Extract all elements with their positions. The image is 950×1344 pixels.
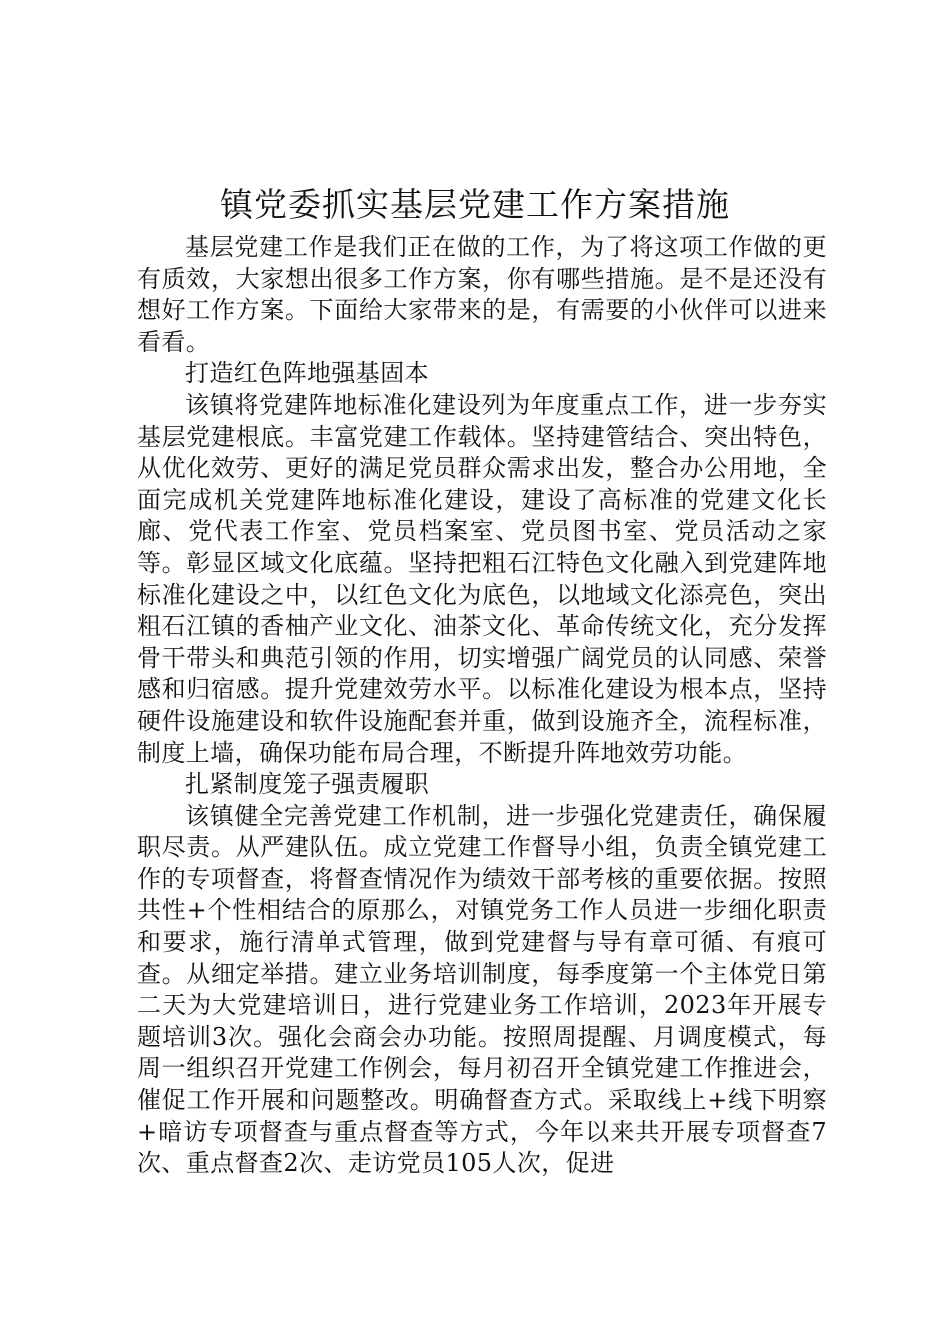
document-body (137, 232, 827, 1180)
document-title: 镇党委抓实基层党建工作方案措施 (220, 185, 730, 224)
section-body-2: 该镇健全完善党建工作机制，进一步强化党建责任，确保履职尽责。从严建队伍。成立党建工作督导小组，负责全镇党建工作的专项督查，将督查情况作为绩效干部考核的重要依据。按照共性+个性相结合的原那么，对镇党务工作人员进一步细化职责和要求，施行清单式管理，做到党建督与导有章可循、有痕可查。从细定举措。建立业务培训制度，每季度第一个主体党日第二天为大党建培训日，进行党建业务工作培训，2023年开展专题培训3次。强化会商会办功能。按照周提醒、月调度模式，每周一组织召开党建工作例会，每月初召开全镇党建工作推进会，催促工作开展和问题整改。明确督查方式。采取线上+线下明察+暗访专项督查与重点督查等方式，今年以来共开展专项督查7次、重点督查2次、走访党员105人次，促进 (137, 801, 827, 1178)
section-body-1: 该镇将党建阵地标准化建设列为年度重点工作，进一步夯实基层党建根底。丰富党建工作载体。坚持建管结合、突出特色，从优化效劳、更好的满足党员群众需求出发，整合办公用地，全面完成机关党建阵地标准化建设，建设了高标准的党建文化长廊、党代表工作室、党员档案室、党员图书室、党员活动之家等。彰显区域文化底蕴。坚持把粗石江特色文化融入到党建阵地标准化建设之中，以红色文化为底色，以地域文化添亮色，突出粗石江镇的香柚产业文化、油茶文化、革命传统文化，充分发挥骨干带头和典范引领的作用，切实增强广阔党员的认同感、荣誉感和归宿感。提升党建效劳水平。以标准化建设为根本点，坚持硬件设施建设和软件设施配套并重，做到设施齐全，流程标准，制度上墙，确保功能布局合理，不断提升阵地效劳功能。 (137, 390, 827, 767)
intro-paragraph: 基层党建工作是我们正在做的工作，为了将这项工作做的更有质效，大家想出很多工作方案，你有哪些措施。是不是还没有想好工作方案。下面给大家带来的是，有需要的小伙伴可以进来看看。 (137, 233, 827, 356)
section-heading-1: 打造红色阵地强基固本 (185, 359, 429, 388)
section-heading-2: 扎紧制度笼子强责履职 (185, 770, 429, 799)
